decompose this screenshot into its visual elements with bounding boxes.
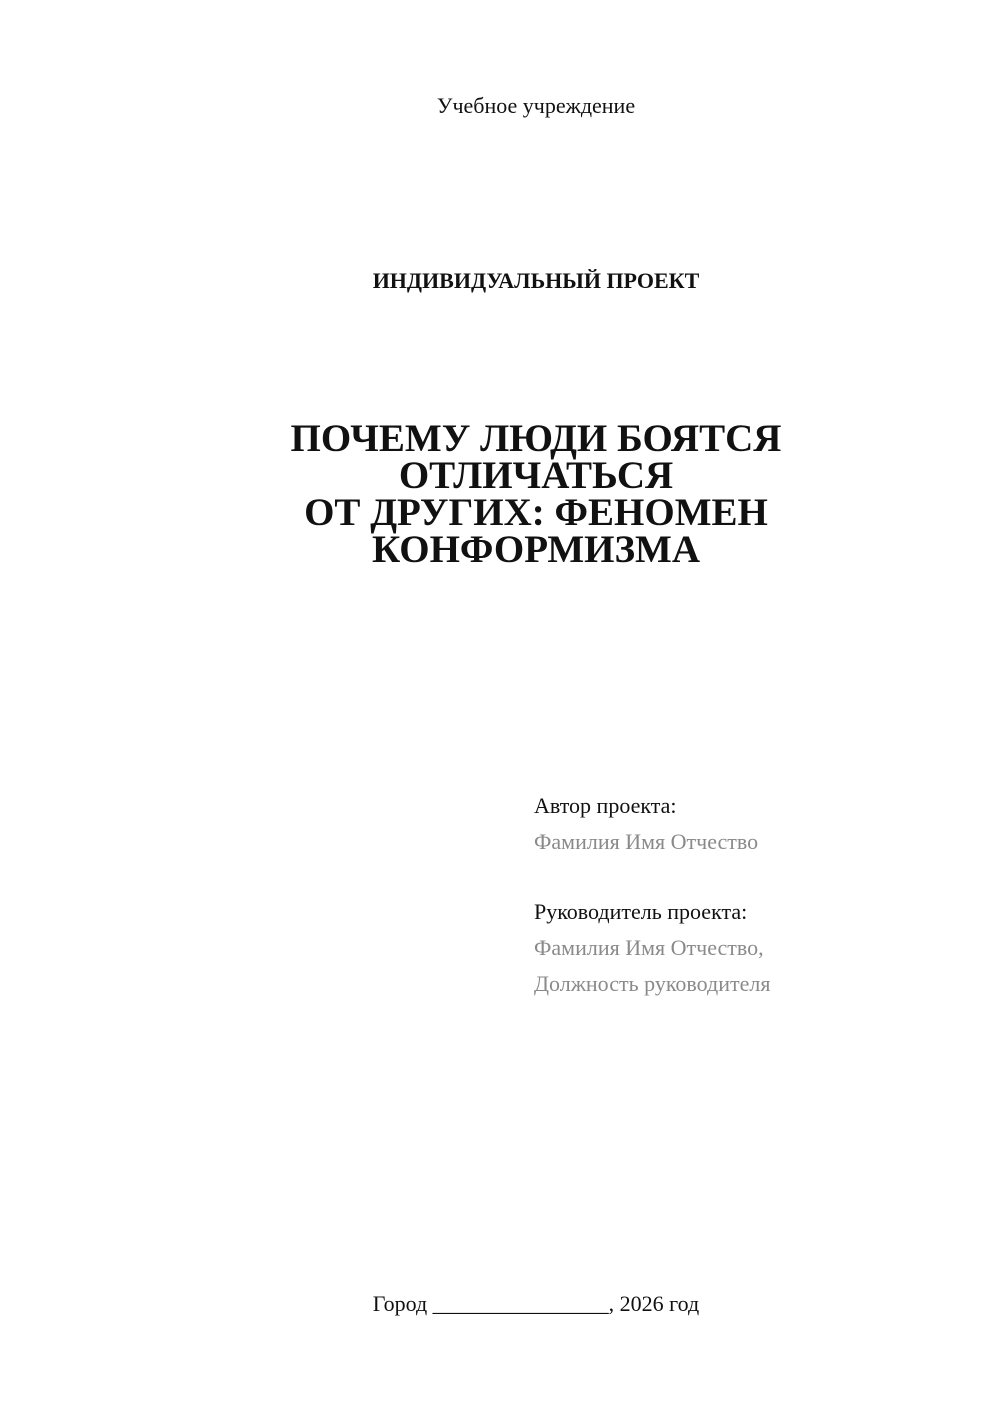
institution-name: Учебное учреждение	[436, 93, 636, 118]
supervisor-name: Фамилия Имя Отчество,	[534, 935, 764, 960]
project-title-line: КОНФОРМИЗМА	[371, 528, 701, 571]
project-title	[150, 417, 922, 571]
author-name: Фамилия Имя Отчество	[534, 829, 759, 854]
project-title-line: ПОЧЕМУ ЛЮДИ БОЯТСЯ ОТЛИЧАТЬСЯ	[290, 417, 782, 497]
signature-spacer	[534, 860, 954, 894]
project-title-line: ОТ ДРУГИХ: ФЕНОМЕН	[304, 491, 768, 534]
supervisor-position: Должность руководителя	[534, 971, 771, 996]
signature-block	[534, 788, 954, 1002]
supervisor-label: Руководитель проекта:	[534, 899, 748, 924]
city-year-line: Город ________________, 2026 год	[372, 1291, 700, 1316]
document-type: ИНДИВИДУАЛЬНЫЙ ПРОЕКТ	[372, 268, 700, 293]
author-label: Автор проекта:	[534, 793, 677, 818]
